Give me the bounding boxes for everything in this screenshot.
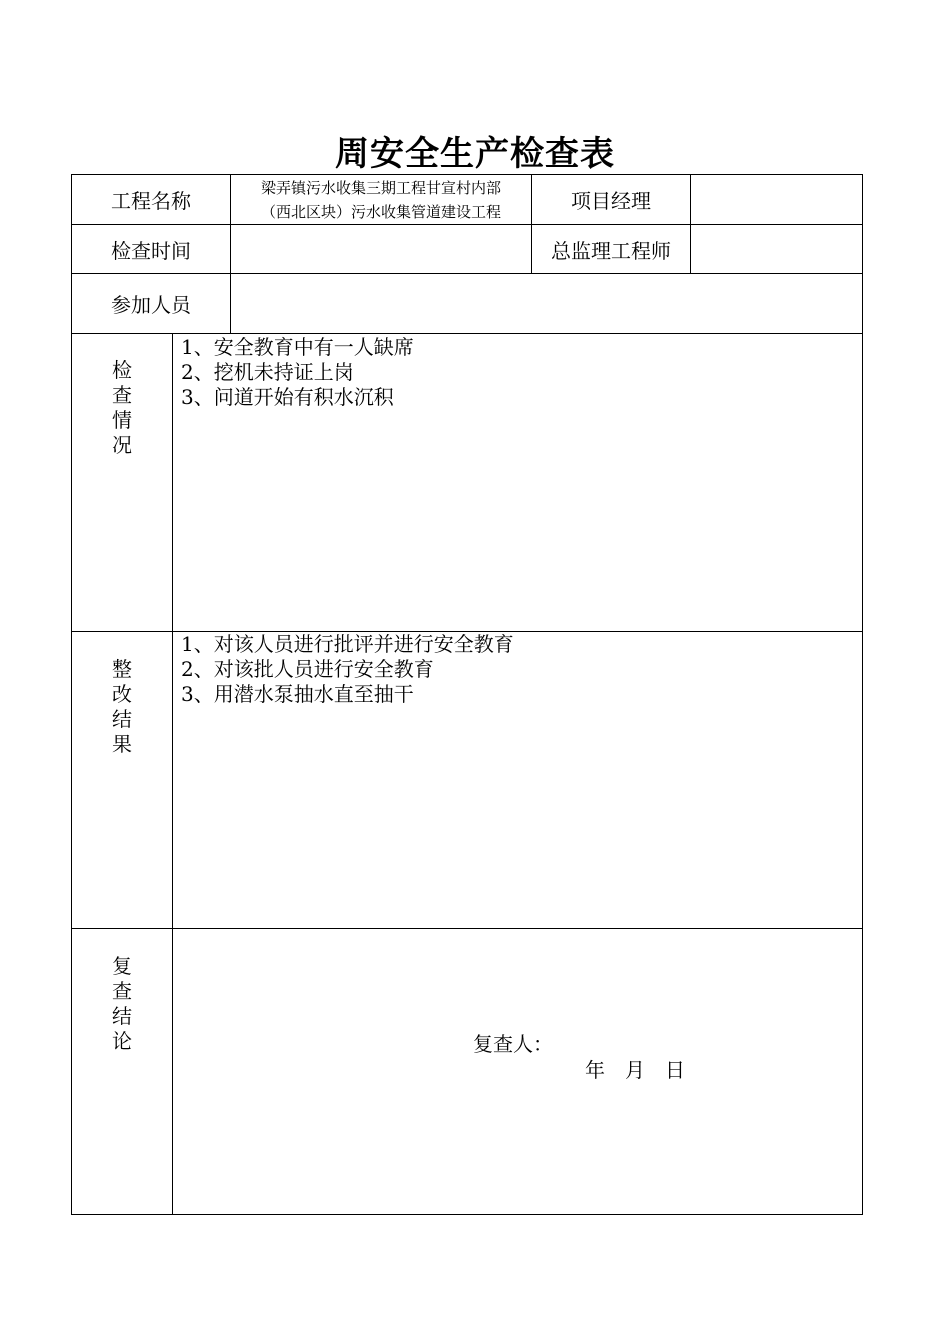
review-date-line: 年 月 日	[585, 1058, 685, 1082]
participants-label: 参加人员	[111, 293, 191, 317]
reviewer-label: 复查人：	[473, 1032, 553, 1056]
rectification-label-char: 结	[112, 707, 132, 731]
review-label-char: 复	[112, 954, 132, 978]
rectification-label-char: 整	[112, 657, 132, 681]
inspection-item: 1、安全教育中有一人缺席	[181, 335, 414, 359]
rectification-items	[181, 632, 514, 707]
project-name-line-2: （西北区块）污水收集管道建设工程	[260, 202, 501, 221]
chief-supervisor-label: 总监理工程师	[551, 238, 671, 263]
project-manager-field[interactable]	[691, 175, 862, 224]
rectification-label-char: 果	[112, 732, 132, 756]
rectification-label-char: 改	[112, 682, 132, 706]
review-label-char: 查	[112, 979, 132, 1003]
project-name-value	[231, 175, 531, 224]
page-title: 周安全生产检查表	[335, 134, 615, 174]
check-time-field[interactable]	[231, 225, 531, 273]
review-label	[107, 954, 137, 1054]
rectification-item: 3、用潜水泵抽水直至抽干	[181, 682, 414, 706]
chief-supervisor-field[interactable]	[691, 225, 862, 273]
inspection-label-char: 况	[112, 433, 132, 457]
inspection-label	[107, 358, 137, 458]
project-manager-label: 项目经理	[571, 189, 651, 213]
inspection-label-char: 查	[112, 383, 132, 407]
inspection-label-char: 检	[112, 358, 132, 382]
project-name-line-1: 梁弄镇污水收集三期工程甘宣村内部	[260, 178, 501, 197]
inspection-label-char: 情	[112, 408, 132, 432]
check-time-label: 检查时间	[111, 238, 191, 263]
rectification-item: 2、对该批人员进行安全教育	[181, 657, 434, 681]
rectification-label	[107, 657, 137, 757]
inspection-items	[181, 335, 414, 410]
inspection-item: 3、问道开始有积水沉积	[181, 385, 394, 409]
project-name-label: 工程名称	[111, 189, 191, 213]
inspection-item: 2、挖机未持证上岗	[181, 360, 354, 384]
rectification-item: 1、对该人员进行批评并进行安全教育	[181, 632, 514, 656]
participants-field[interactable]	[231, 274, 862, 333]
review-label-char: 结	[112, 1004, 132, 1028]
review-label-char: 论	[112, 1029, 132, 1053]
